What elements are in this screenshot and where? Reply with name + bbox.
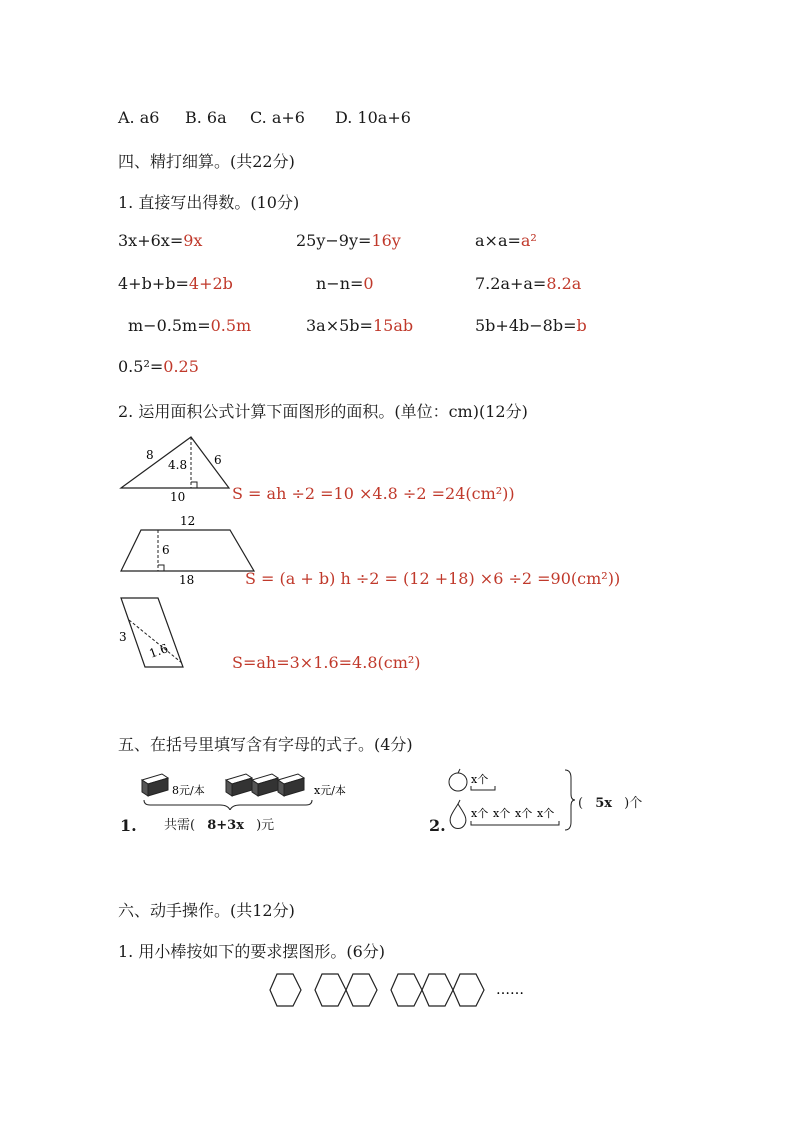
triangle-label-base: 10 [170,490,186,502]
triangle-figure [118,432,238,502]
parallelogram-label-height: 1.6 [147,641,170,661]
calc-item-6: 7.2a+a=8.2a [475,274,582,293]
price-label-2: x元/本 [314,784,346,797]
parallelogram-answer: S=ah=3×1.6=4.8(cm²) [232,653,421,672]
calc-item-8: 3a×5b=15ab [306,316,414,335]
hexagon-2a [315,974,346,1006]
apple-icon [449,769,467,791]
problem-1-answer: 8+3x [207,818,244,833]
problem-2-text: ( 5x )个 [578,796,643,811]
hexagon-3b [422,974,453,1006]
triangle-label-height: 4.8 [168,458,188,472]
book-icon [226,774,252,796]
pear-icon [450,800,466,829]
q2-title: 2. 运用面积公式计算下面图形的面积。(单位：cm)(12分) [118,402,528,421]
calc-item-5: n−n=0 [316,274,374,293]
hexagon-1 [270,974,301,1006]
section5-title: 五、在括号里填写含有字母的式子。(4分) [118,735,413,754]
choice-d: D. 10a+6 [335,108,411,127]
hexagon-sequence [266,970,536,1012]
apple-label: x个 [471,773,489,786]
calc-item-3: a×a=a² [475,231,537,250]
choice-a: A. a6 [118,108,160,127]
books-illustration [138,770,368,810]
triangle-label-left: 8 [146,448,154,462]
problem-2-number: 2. [429,816,446,835]
calc-item-1: 3x+6x=9x [118,231,203,250]
choice-c: C. a+6 [250,108,305,127]
price-label-1: 8元/本 [172,784,205,797]
section6-q1-title: 1. 用小棒按如下的要求摆图形。(6分) [118,942,386,961]
trapezoid-figure [118,512,258,588]
choice-b: B. 6a [185,108,227,127]
pear-label-3: x个 [515,807,533,820]
section4-title: 四、精打细算。(共22分) [118,152,295,171]
hexagon-2b [346,974,377,1006]
problem-1-number: 1. [120,816,137,835]
trapezoid-label-height: 6 [162,543,170,557]
book-icon [252,774,278,796]
pear-label-2: x个 [493,807,511,820]
book-icon [278,774,304,796]
trapezoid-answer: S = (a + b) h ÷2 = (12 +18) ×6 ÷2 =90(cm²)) [245,569,621,588]
fruit-illustration [445,766,575,834]
triangle-answer: S = ah ÷2 =10 ×4.8 ÷2 =24(cm²)) [232,484,515,503]
book-icon [142,774,168,796]
hexagon-3c [453,974,484,1006]
calc-item-7: m−0.5m=0.5m [128,316,252,335]
pear-label-1: x个 [471,807,489,820]
trapezoid-label-bottom: 18 [179,573,195,587]
problem-2-answer: 5x [595,796,613,811]
parallelogram-label-side: 3 [119,630,127,644]
calc-item-2: 25y−9y=16y [296,231,401,250]
calc-item-9: 5b+4b−8b=b [475,316,587,335]
trapezoid-label-top: 12 [180,514,196,528]
problem-1-text: 共需( 8+3x )元 [164,818,275,833]
hexagon-3a [391,974,422,1006]
q1-title: 1. 直接写出得数。(10分) [118,193,300,212]
triangle-label-right: 6 [214,453,222,467]
pear-label-4: x个 [537,807,555,820]
section6-title: 六、动手操作。(共12分) [118,901,295,920]
hexagon-ellipsis: …… [496,982,524,998]
calc-item-4: 4+b+b=4+2b [118,274,233,293]
parallelogram-figure [116,595,188,671]
calc-item-10: 0.5²=0.25 [118,357,199,376]
